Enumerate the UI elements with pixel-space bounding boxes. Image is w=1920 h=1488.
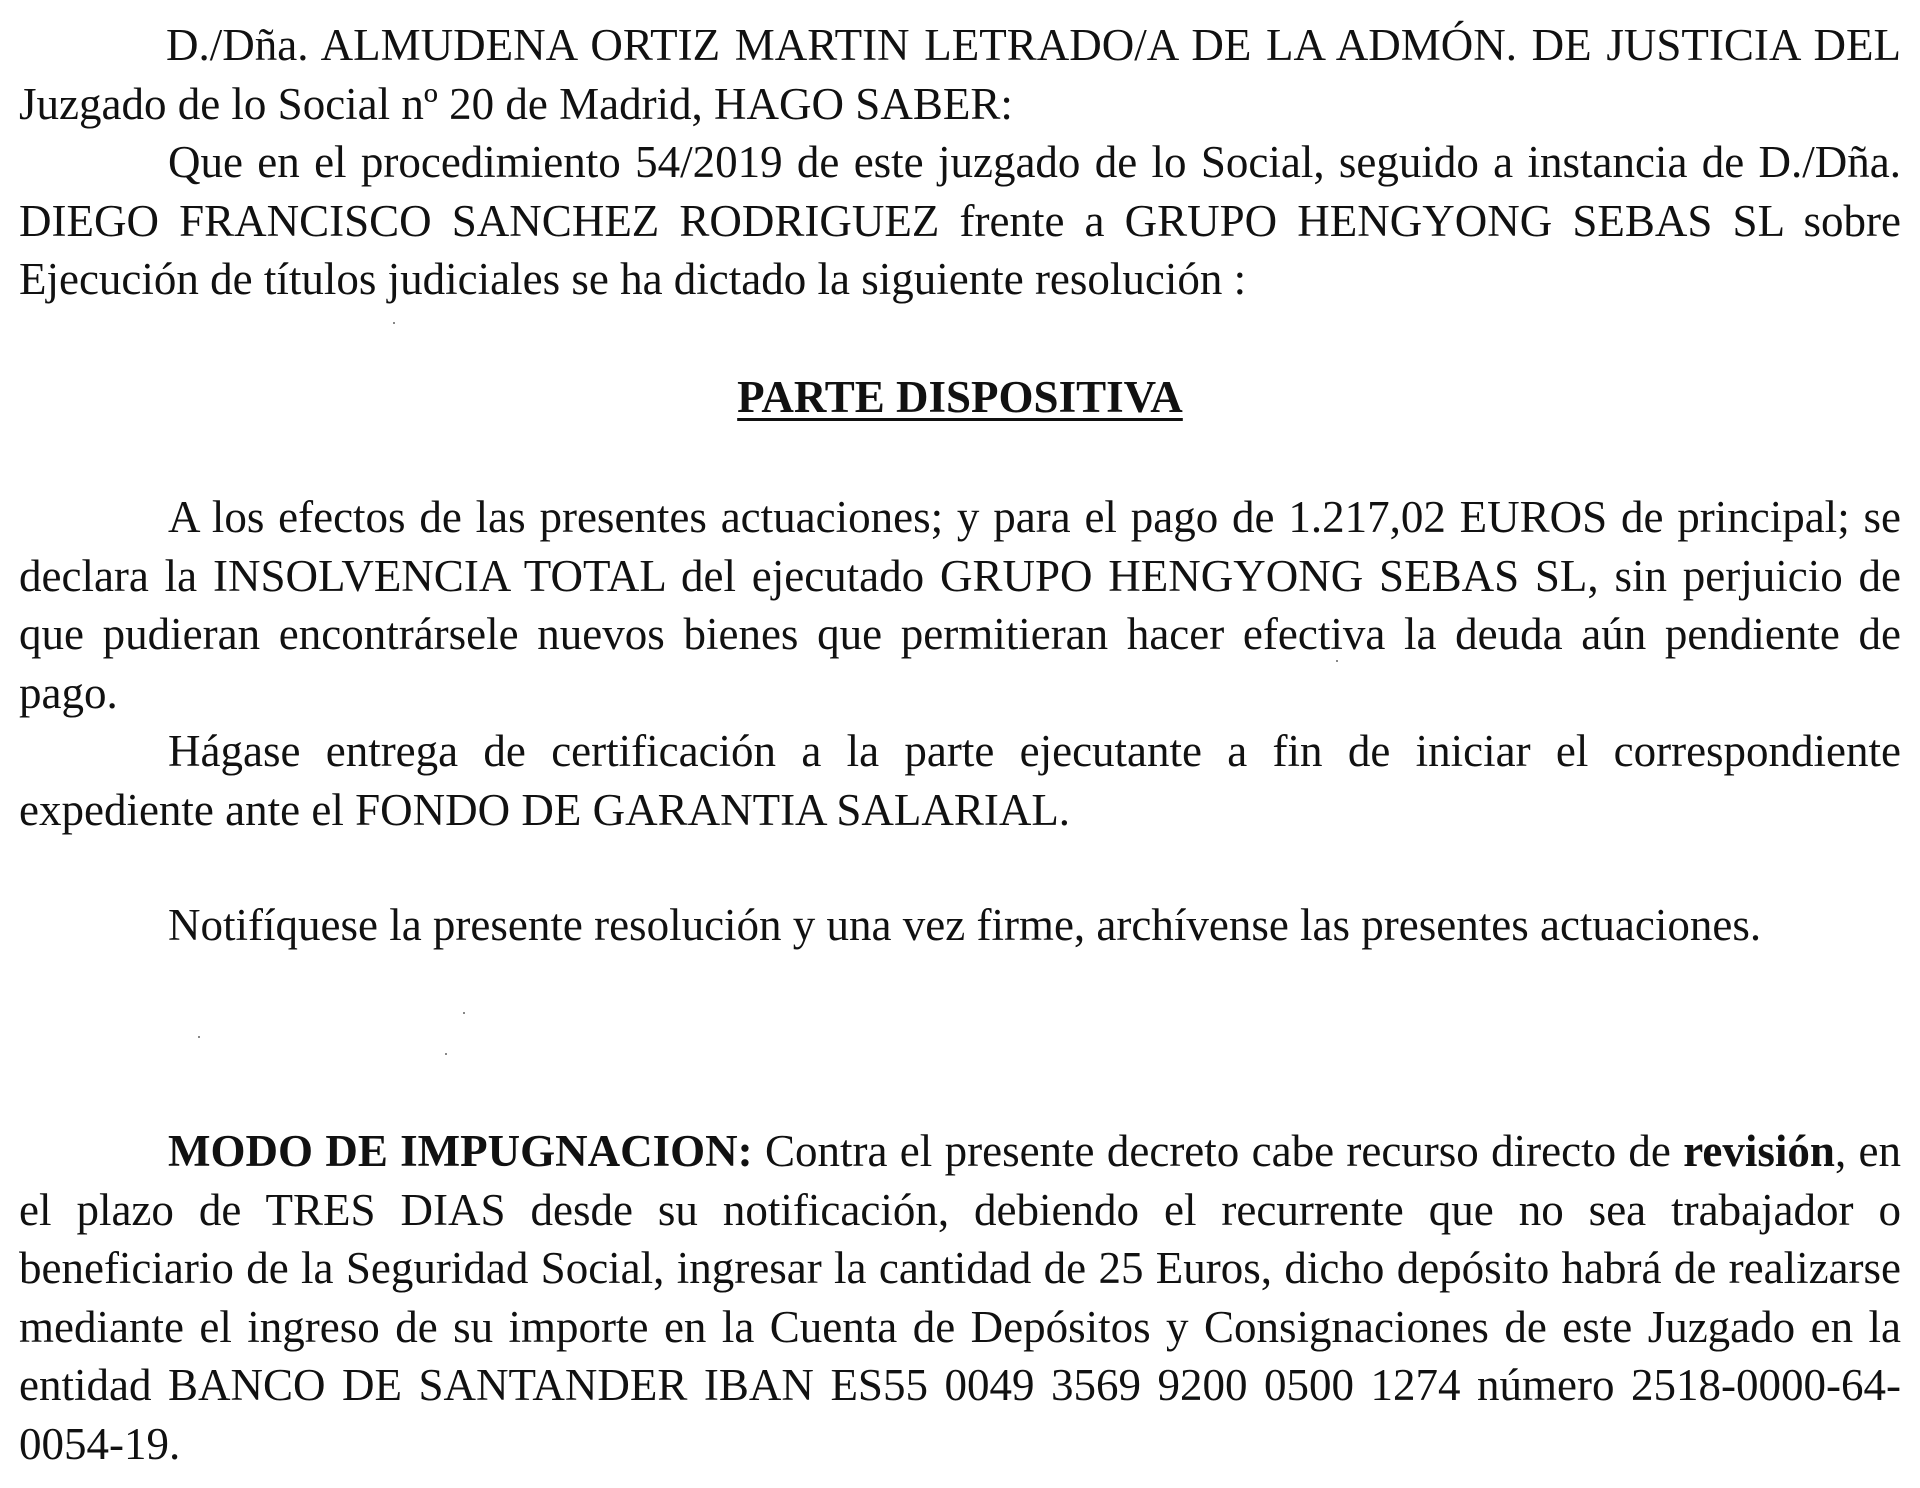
section-title-parte-dispositiva: PARTE DISPOSITIVA xyxy=(737,372,1183,422)
scan-speck xyxy=(393,322,395,324)
dispositiva-paragraph-3: Notifíquese la presente resolución y una vez firme, archívense las presentes actuaciones. xyxy=(168,900,1762,950)
impugnacion-text-1: Contra el presente decreto cabe recurso directo de xyxy=(752,1126,1684,1176)
intro-paragraph-1: D./Dña. ALMUDENA ORTIZ MARTIN LETRADO/A DE LA ADMÓN. DE JUSTICIA DEL Juzgado de lo Social nº 20 de Madrid, HAGO SABER: xyxy=(19,20,1901,129)
scan-speck xyxy=(463,1012,465,1014)
impugnacion-text-2: , en el plazo de TRES DIAS desde su notificación, debiendo el recurrente que no sea trabajador o beneficiario de la Seguridad Social, ingresar la cantidad de 25 Euros, dicho depósito habrá de realizarse mediante el ingreso de su importe en la Cuenta de Depósitos y Consignaciones de este Juzgado en la entidad BANCO DE SANTANDER IBAN ES55 0049 3569 9200 0500 1274 número 2518-0000-64-0054-19. xyxy=(19,1126,1902,1469)
dispositiva-paragraph-1: A los efectos de las presentes actuaciones; y para el pago de 1.217,02 EUROS de principal; se declara la INSOLVENCIA TOTAL del ejecutado GRUPO HENGYONG SEBAS SL, sin perjuicio de que pudieran encontrársele nuevos bienes que permitieran hacer efectiva la deuda aún pendiente de pago. xyxy=(19,492,1901,718)
scan-speck xyxy=(1336,660,1338,662)
impugnacion-label: MODO DE IMPUGNACION: xyxy=(168,1126,753,1176)
scan-speck xyxy=(445,1053,447,1055)
intro-paragraph-2: Que en el procedimiento 54/2019 de este juzgado de lo Social, seguido a instancia de D./Dña. DIEGO FRANCISCO SANCHEZ RODRIGUEZ frente a GRUPO HENGYONG SEBAS SL sobre Ejecución de títulos judiciales se ha dictado la siguiente resolución : xyxy=(19,137,1901,304)
impugnacion-bold-word: revisión xyxy=(1683,1126,1835,1176)
dispositiva-paragraph-2: Hágase entrega de certificación a la parte ejecutante a fin de iniciar el correspondiente expediente ante el FONDO DE GARANTIA SALARIAL. xyxy=(19,726,1901,835)
scan-speck xyxy=(198,1036,200,1038)
impugnacion-paragraph xyxy=(19,1122,1901,1473)
